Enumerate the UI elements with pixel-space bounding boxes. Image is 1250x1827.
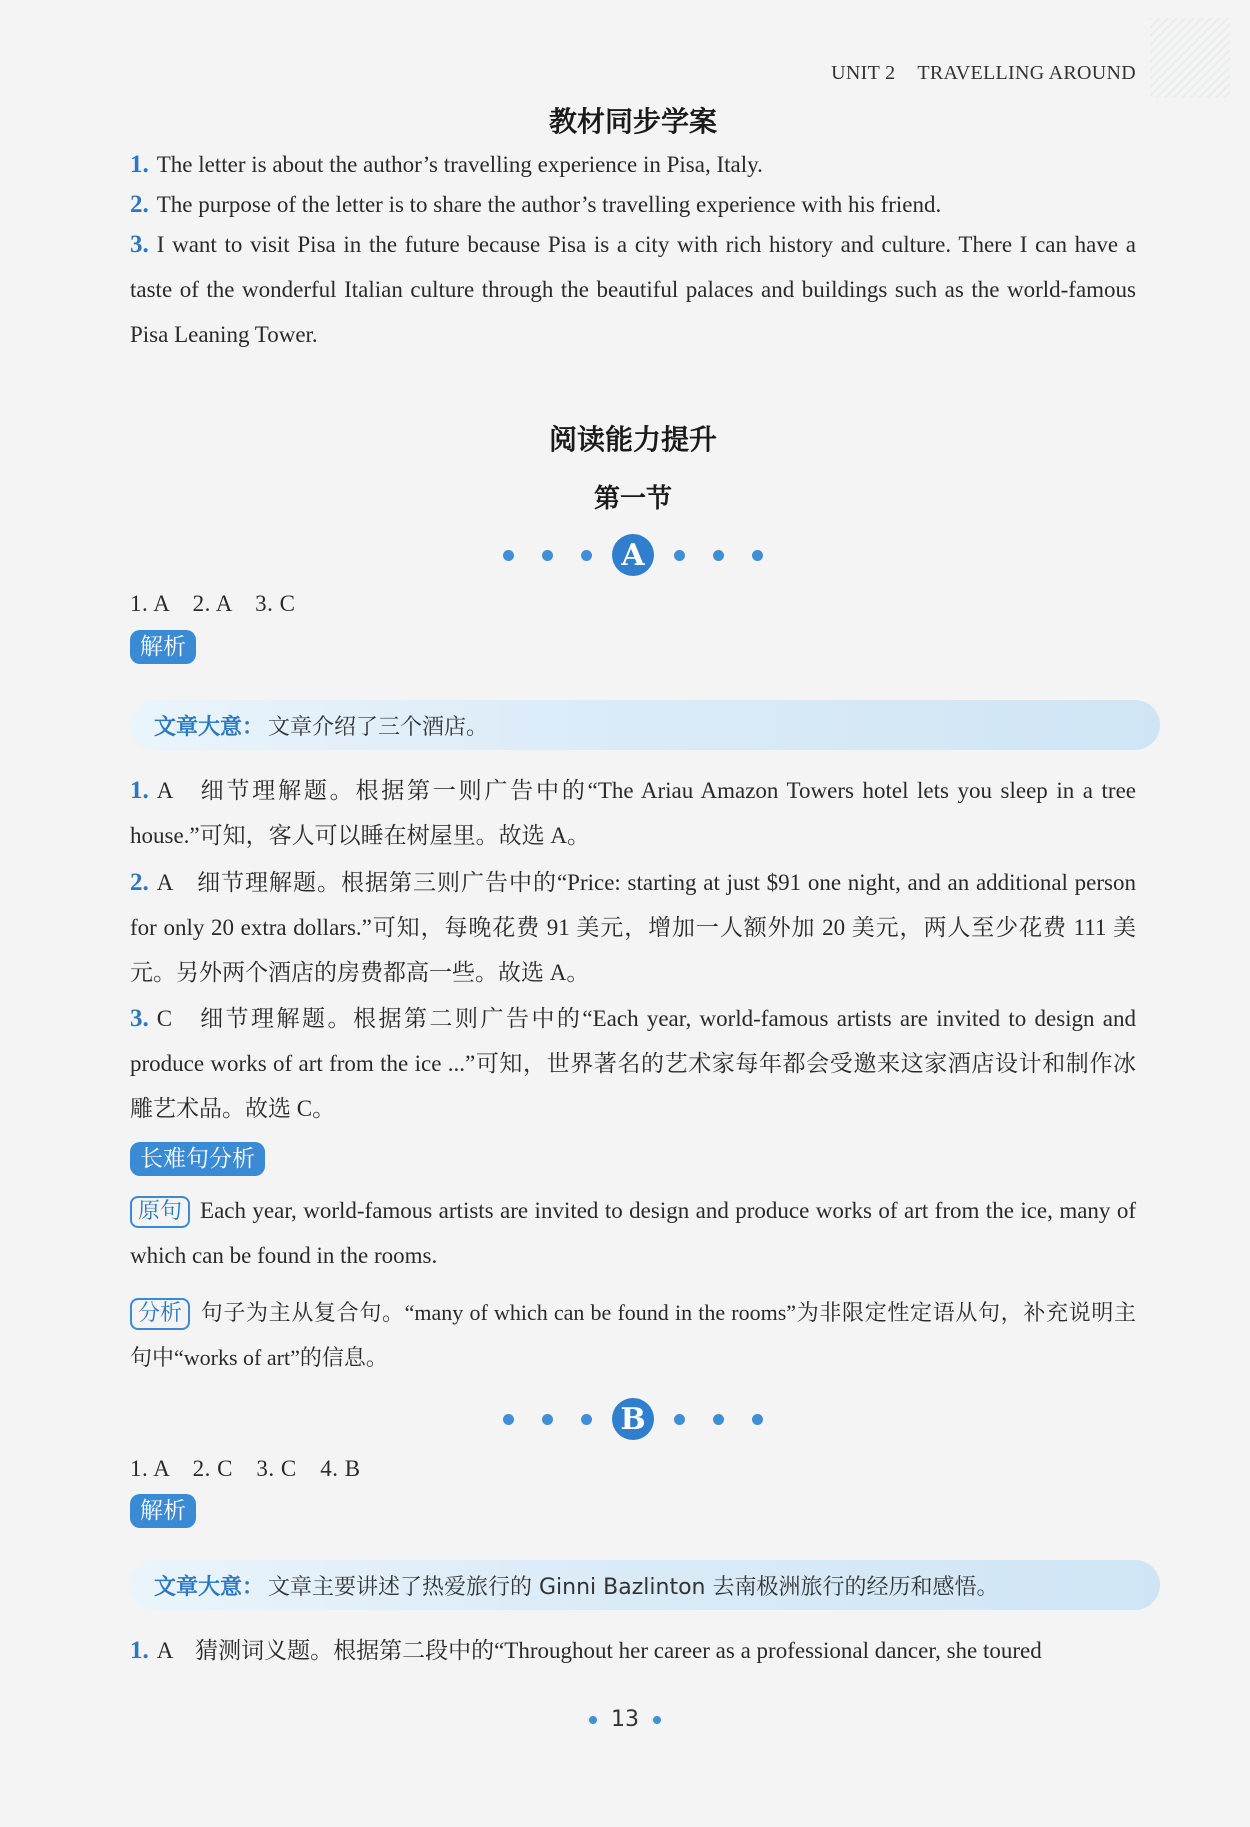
sync-item-2 [130, 182, 1136, 227]
summary-label: 文章大意： [154, 1574, 265, 1600]
item-number: 3. [130, 1005, 149, 1032]
summary-text: 文章介绍了三个酒店。 [268, 714, 489, 740]
analysis-outline-label: 分析 [130, 1298, 190, 1330]
header-unit: UNIT 2 [831, 62, 896, 84]
explanation-b-1 [130, 1628, 1136, 1673]
answer-key-b: 1. A 2. C 3. C 4. B [130, 1456, 361, 1481]
analysis-tag-a [130, 630, 1136, 664]
running-header [831, 62, 1136, 85]
dot-icon [542, 1414, 553, 1425]
analysis-tag-b [130, 1494, 1136, 1528]
item-number: 2. [130, 191, 149, 218]
section-reading [130, 418, 1136, 458]
explanation-3 [130, 996, 1136, 1131]
item-number: 3. [130, 231, 149, 258]
item-number: 1. [130, 151, 149, 178]
dot-icon [542, 550, 553, 561]
dot-icon [674, 550, 685, 561]
dot-icon [713, 550, 724, 561]
part-b-marker [130, 1398, 1136, 1440]
answer-key-a: 1. A 2. A 3. C [130, 591, 296, 616]
section-title: 阅读能力提升 [548, 423, 717, 456]
summary-text: 文章主要讲述了热爱旅行的 Ginni Bazlinton 去南极洲旅行的经历和感悟。 [268, 1574, 999, 1600]
item-text: I want to visit Pisa in the future because Pisa is a city with rich history and culture. There I can have a taste of the wonderful Italian culture through the beautiful palaces and buildings such as the world-famous Pisa Leaning Tower. [130, 232, 1136, 347]
dot-icon [674, 1414, 685, 1425]
item-text: The purpose of the letter is to share the author’s travelling experience with his friend. [156, 192, 942, 217]
part-letter-badge: B [612, 1398, 654, 1440]
section-sync [130, 100, 1136, 140]
analysis-text: 句子为主从复合句。“many of which can be found in the rooms”为非限定性定语从句，补充说明主句中“works of art”的信息。 [130, 1300, 1136, 1370]
item-text: A 猜测词义题。根据第二段中的“Throughout her career as a professional dancer, she toured [156, 1638, 1042, 1663]
dot-icon [752, 1414, 763, 1425]
item-number: 1. [130, 1637, 149, 1664]
dot-icon [752, 550, 763, 561]
long-sentence-label: 长难句分析 [130, 1142, 265, 1176]
dot-icon [503, 550, 514, 561]
page-number [0, 1707, 1250, 1732]
part-a-marker [130, 534, 1136, 576]
header-title: TRAVELLING AROUND [917, 62, 1136, 84]
original-text: Each year, world-famous artists are invited to design and produce works of art from the ice, many of which can be found in the rooms. [130, 1198, 1136, 1268]
summary-bar-a [130, 700, 1160, 750]
item-number: 2. [130, 869, 149, 896]
subsection [130, 478, 1136, 515]
corner-pattern [1150, 18, 1230, 98]
long-sentence-tag [130, 1142, 1136, 1176]
sync-item-3 [130, 222, 1136, 357]
original-sentence [130, 1188, 1136, 1278]
explanation-1 [130, 768, 1136, 858]
part-letter-badge: A [612, 534, 654, 576]
summary-label: 文章大意： [154, 714, 265, 740]
analysis-label: 解析 [130, 1494, 196, 1528]
sentence-analysis [130, 1290, 1136, 1380]
dot-icon [581, 1414, 592, 1425]
item-text: C 细节理解题。根据第二则广告中的“Each year, world-famous artists are invited to design and produce works of art from the ice ...”可知，世界著名的艺术家每年都会受邀来这家酒店设计和制作冰雕艺术品。故选 C。 [130, 1006, 1136, 1121]
summary-bar-b [130, 1560, 1160, 1610]
sync-item-1 [130, 142, 1136, 187]
analysis-label: 解析 [130, 630, 196, 664]
page-number-text: 13 [611, 1707, 639, 1732]
dot-icon [503, 1414, 514, 1425]
dot-icon [653, 1716, 661, 1724]
section-title: 教材同步学案 [548, 105, 717, 138]
item-text: A 细节理解题。根据第一则广告中的“The Ariau Amazon Towers hotel lets you sleep in a tree house.”可知，客人可以睡在树屋里。故选 A。 [130, 778, 1136, 848]
dot-icon [581, 550, 592, 561]
dot-icon [589, 1716, 597, 1724]
item-text: The letter is about the author’s travelling experience in Pisa, Italy. [156, 152, 763, 177]
dot-icon [713, 1414, 724, 1425]
explanation-2 [130, 860, 1136, 995]
subsection-title: 第一节 [593, 484, 672, 514]
original-label: 原句 [130, 1196, 190, 1228]
item-number: 1. [130, 777, 149, 804]
item-text: A 细节理解题。根据第三则广告中的“Price: starting at just $91 one night, and an additional person for only 20 extra dollars.”可知，每晚花费 91 美元，增加一人额外加 20 美元，两人至少花费 111 美元。另外两个酒店的房费都高一些。故选 A。 [130, 870, 1136, 985]
